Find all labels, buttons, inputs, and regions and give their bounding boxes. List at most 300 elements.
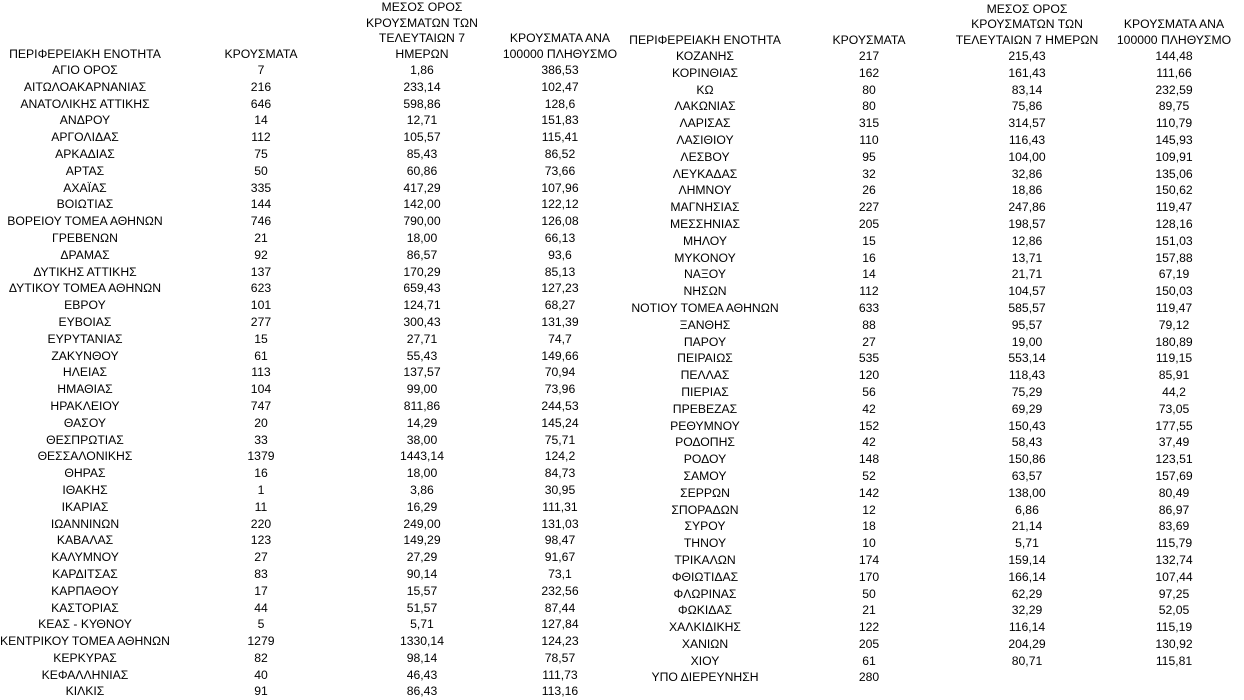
- avg-7-days-cell: 32,86: [1011, 166, 1043, 181]
- avg-7-days-cell: 18,00: [406, 230, 438, 245]
- avg-7-days-cell: [950, 669, 1104, 686]
- cases-cell: 52: [862, 468, 876, 483]
- per-100k-cell: 145,24: [541, 415, 579, 430]
- cases-cell: 170: [858, 569, 880, 584]
- region-cell: ΣΕΡΡΩΝ: [680, 485, 730, 500]
- table-row: [0, 633, 628, 650]
- region-cell: ΘΑΣΟΥ: [63, 415, 107, 430]
- per-100k-cell: 74,7: [548, 331, 572, 346]
- avg-7-days-cell: 63,57: [1011, 468, 1043, 483]
- avg-7-days-cell: 104,00: [1008, 149, 1046, 164]
- cases-cell: 113: [251, 365, 271, 380]
- cases-table-right: [622, 0, 1244, 686]
- per-100k-cell: 52,05: [1158, 603, 1190, 618]
- avg-7-days-cell: 142,00: [403, 197, 441, 212]
- header-row: [622, 0, 1244, 48]
- cases-cell: 14: [862, 267, 876, 282]
- region-cell: ΛΑΚΩΝΙΑΣ: [674, 99, 736, 114]
- cases-cell: 1: [257, 482, 265, 497]
- cases-cell: 280: [858, 670, 880, 685]
- cases-cell: 152: [858, 418, 880, 433]
- table-row: [622, 65, 1244, 82]
- table-row: [0, 398, 628, 415]
- per-100k-cell: 244,53: [541, 398, 579, 413]
- region-cell: ΡΕΘΥΜΝΟΥ: [670, 418, 740, 433]
- table-row: [622, 149, 1244, 166]
- cases-cell: 148: [858, 452, 880, 467]
- table-row: [0, 516, 628, 533]
- table-row: [622, 166, 1244, 183]
- region-cell: ΙΚΑΡΙΑΣ: [61, 499, 109, 514]
- cases-cell: 623: [250, 281, 272, 296]
- region-cell: ΚΑΡΠΑΘΟΥ: [51, 583, 119, 598]
- region-cell: ΛΕΣΒΟΥ: [680, 149, 730, 164]
- cases-cell: 18: [862, 519, 876, 534]
- table-row: [622, 636, 1244, 653]
- header-cases: ΚΡΟΥΣΜΑΤΑ: [224, 46, 298, 61]
- region-cell: ΣΥΡΟΥ: [684, 519, 726, 534]
- cases-cell: 277: [250, 314, 272, 329]
- cases-cell: 16: [254, 466, 268, 481]
- header-cases: ΚΡΟΥΣΜΑΤΑ: [832, 32, 906, 47]
- per-100k-cell: 130,92: [1155, 636, 1193, 651]
- table-row: [0, 482, 628, 499]
- cases-cell: 101: [250, 298, 272, 313]
- avg-7-days-cell: 15,57: [406, 583, 438, 598]
- region-cell: ΕΒΡΟΥ: [64, 298, 106, 313]
- per-100k-cell: 37,49: [1158, 435, 1190, 450]
- table-row: [0, 566, 628, 583]
- cases-cell: 61: [254, 348, 268, 363]
- table-row: [0, 297, 628, 314]
- avg-7-days-cell: 215,43: [1008, 49, 1046, 63]
- table-row: [622, 569, 1244, 586]
- region-cell: ΗΛΕΙΑΣ: [62, 365, 108, 380]
- region-cell: ΦΩΚΙΔΑΣ: [677, 603, 733, 618]
- avg-7-days-cell: 19,00: [1011, 334, 1043, 349]
- avg-7-days-cell: 166,14: [1008, 569, 1046, 584]
- table-body-left: [0, 62, 628, 700]
- table-row: [0, 314, 628, 331]
- cases-cell: 83: [254, 566, 268, 581]
- cases-cell: 27: [862, 334, 876, 349]
- cases-cell: 80: [862, 82, 876, 97]
- region-cell: ΔΡΑΜΑΣ: [60, 247, 110, 262]
- table-row: [0, 499, 628, 516]
- region-cell: ΕΥΡΥΤΑΝΙΑΣ: [47, 331, 123, 346]
- per-100k-cell: 180,89: [1155, 334, 1193, 349]
- table-row: [0, 448, 628, 465]
- region-cell: ΠΑΡΟΥ: [683, 334, 727, 349]
- region-cell: ΜΗΛΟΥ: [682, 233, 728, 248]
- header-cases-per-100k: ΚΡΟΥΣΜΑΤΑ ΑΝΑ 100000 ΠΛΗΘΥΣΜΟ: [502, 31, 618, 61]
- cases-cell: 205: [858, 636, 880, 651]
- table-row: [622, 434, 1244, 451]
- region-cell: ΚΕΡΚΥΡΑΣ: [53, 650, 117, 665]
- table-row: [622, 518, 1244, 535]
- avg-7-days-cell: 1443,14: [399, 449, 444, 464]
- per-100k-cell: 80,49: [1158, 485, 1190, 500]
- region-cell: ΑΡΚΑΔΙΑΣ: [55, 146, 115, 161]
- per-100k-cell: 44,2: [1162, 384, 1186, 399]
- table-row: [0, 280, 628, 297]
- region-cell: ΠΕΛΛΑΣ: [680, 368, 730, 383]
- table-body-right: [622, 48, 1244, 686]
- per-100k-cell: 30,95: [544, 482, 576, 497]
- avg-7-days-cell: 118,43: [1008, 368, 1046, 383]
- cases-cell: 15: [254, 331, 268, 346]
- region-cell: ΚΙΛΚΙΣ: [65, 684, 105, 699]
- cases-cell: 80: [862, 99, 876, 114]
- avg-7-days-cell: 159,14: [1008, 552, 1046, 567]
- cases-cell: 15: [862, 233, 876, 248]
- per-100k-cell: 119,47: [1155, 300, 1193, 315]
- per-100k-cell: 86,97: [1158, 502, 1190, 517]
- per-100k-cell: 97,25: [1158, 586, 1190, 601]
- cases-cell: 5: [257, 617, 265, 632]
- cases-cell: 137: [250, 264, 272, 279]
- avg-7-days-cell: 12,71: [406, 113, 438, 128]
- cases-cell: 33: [254, 432, 268, 447]
- header-region: ΠΕΡΙΦΕΡΕΙΑΚΗ ΕΝΟΤΗΤΑ: [9, 46, 161, 61]
- avg-7-days-cell: 69,29: [1011, 401, 1043, 416]
- per-100k-cell: 128,6: [544, 96, 576, 111]
- avg-7-days-cell: 1330,14: [399, 634, 444, 649]
- avg-7-days-cell: 38,00: [406, 432, 438, 447]
- table-row: [622, 602, 1244, 619]
- avg-7-days-cell: 161,43: [1008, 65, 1046, 80]
- cases-cell: 61: [862, 653, 876, 668]
- per-100k-cell: 86,52: [544, 146, 576, 161]
- avg-7-days-cell: 170,29: [403, 264, 441, 279]
- avg-7-days-cell: 249,00: [403, 516, 441, 531]
- per-100k-cell: 70,94: [544, 365, 576, 380]
- region-cell: ΝΗΣΩΝ: [683, 284, 727, 299]
- cases-cell: 144: [250, 197, 272, 212]
- cases-cell: 112: [251, 130, 271, 145]
- avg-7-days-cell: 99,00: [406, 382, 438, 397]
- per-100k-cell: 115,81: [1155, 653, 1193, 668]
- table-row: [0, 180, 628, 197]
- cases-cell: 42: [862, 435, 876, 450]
- region-cell: ΗΡΑΚΛΕΙΟΥ: [50, 398, 120, 413]
- cases-cell: 11: [254, 499, 268, 514]
- cases-cell: 123: [250, 533, 272, 548]
- avg-7-days-cell: 75,29: [1011, 384, 1043, 399]
- table-row: [622, 418, 1244, 435]
- avg-7-days-cell: 21,14: [1011, 519, 1043, 534]
- region-cell: ΔΥΤΙΚΗΣ ΑΤΤΙΚΗΣ: [33, 264, 137, 279]
- table-row: [0, 79, 628, 96]
- cases-cell: 7: [257, 63, 265, 77]
- avg-7-days-cell: 124,71: [403, 298, 441, 313]
- avg-7-days-cell: 46,43: [406, 667, 438, 682]
- header-avg-7-days: ΜΕΣΟΣ ΟΡΟΣ ΚΡΟΥΣΜΑΤΩΝ ΤΩΝ ΤΕΛΕΥΤΑΙΩΝ 7 ΗΜΕΡΩΝ: [955, 1, 1099, 47]
- cases-cell: 32: [862, 166, 876, 181]
- region-cell: ΒΟΙΩΤΙΑΣ: [56, 197, 114, 212]
- per-100k-cell: 157,69: [1155, 468, 1193, 483]
- table-row: [0, 230, 628, 247]
- region-cell: ΑΝΑΤΟΛΙΚΗΣ ΑΤΤΙΚΗΣ: [20, 96, 150, 111]
- per-100k-cell: 157,88: [1155, 250, 1193, 265]
- per-100k-cell: 98,47: [544, 533, 576, 548]
- region-cell: ΚΕΑΣ - ΚΥΘΝΟΥ: [38, 617, 132, 632]
- region-cell: ΜΑΓΝΗΣΙΑΣ: [670, 200, 740, 215]
- cases-cell: 12: [862, 502, 876, 517]
- region-cell: ΧΑΛΚΙΔΙΚΗΣ: [669, 620, 741, 635]
- avg-7-days-cell: 21,71: [1011, 267, 1043, 282]
- cases-cell: 110: [859, 132, 879, 147]
- table-row: [0, 364, 628, 381]
- cases-cell: 75: [254, 146, 268, 161]
- region-cell: ΝΟΤΙΟΥ ΤΟΜΕΑ ΑΘΗΝΩΝ: [631, 300, 779, 315]
- avg-7-days-cell: 86,43: [406, 684, 438, 699]
- table-row: [0, 415, 628, 432]
- per-100k-cell: 83,69: [1158, 519, 1190, 534]
- cases-cell: 315: [858, 116, 880, 131]
- per-100k-cell: 110,79: [1155, 116, 1193, 131]
- avg-7-days-cell: 233,14: [403, 79, 441, 94]
- cases-cell: 95: [862, 149, 876, 164]
- avg-7-days-cell: 149,29: [403, 533, 441, 548]
- avg-7-days-cell: 3,86: [410, 482, 434, 497]
- avg-7-days-cell: 204,29: [1008, 636, 1046, 651]
- avg-7-days-cell: 75,86: [1011, 99, 1043, 114]
- cases-cell: 535: [858, 351, 880, 366]
- per-100k-cell: 111,73: [542, 667, 578, 682]
- table-row: [622, 300, 1244, 317]
- table-row: [622, 334, 1244, 351]
- avg-7-days-cell: 150,43: [1008, 418, 1046, 433]
- table-row: [0, 650, 628, 667]
- per-100k-cell: 151,83: [541, 113, 579, 128]
- avg-7-days-cell: 104,57: [1008, 284, 1046, 299]
- cases-cell: 16: [862, 250, 876, 265]
- avg-7-days-cell: 105,57: [403, 130, 441, 145]
- header-cases-per-100k: ΚΡΟΥΣΜΑΤΑ ΑΝΑ 100000 ΠΛΗΘΥΣΜΟ: [1116, 17, 1232, 47]
- avg-7-days-cell: 27,29: [406, 550, 438, 565]
- table-row: [622, 502, 1244, 519]
- avg-7-days-cell: 198,57: [1008, 216, 1046, 231]
- cases-cell: 122: [858, 620, 880, 635]
- table-row: [0, 112, 628, 129]
- avg-7-days-cell: 90,14: [406, 566, 438, 581]
- table-row: [0, 129, 628, 146]
- per-100k-cell: 113,16: [541, 684, 579, 699]
- per-100k-cell: 67,19: [1158, 267, 1190, 282]
- table-row: [622, 653, 1244, 670]
- cases-cell: 10: [862, 536, 876, 551]
- cases-cell: 633: [858, 300, 880, 315]
- region-cell: ΡΟΔΟΥ: [683, 452, 727, 467]
- table-row: [622, 468, 1244, 485]
- per-100k-cell: 131,03: [541, 516, 579, 531]
- table-row: [622, 199, 1244, 216]
- cases-table-right-half: [622, 0, 1244, 686]
- cases-cell: 20: [254, 415, 268, 430]
- avg-7-days-cell: 60,86: [406, 163, 438, 178]
- table-row: [0, 683, 628, 700]
- avg-7-days-cell: 790,00: [403, 214, 441, 229]
- region-cell: ΡΟΔΟΠΗΣ: [675, 435, 735, 450]
- per-100k-cell: 127,23: [541, 281, 579, 296]
- region-cell: ΤΗΝΟΥ: [683, 536, 727, 551]
- avg-7-days-cell: 62,29: [1011, 586, 1043, 601]
- per-100k-cell: 85,13: [544, 264, 576, 279]
- table-row: [622, 132, 1244, 149]
- cases-cell: 42: [862, 401, 876, 416]
- region-cell: ΑΝΔΡΟΥ: [59, 113, 111, 128]
- cases-cell: 26: [862, 183, 876, 198]
- table-row: [0, 62, 628, 79]
- region-cell: ΓΡΕΒΕΝΩΝ: [52, 230, 118, 245]
- per-100k-cell: 73,66: [544, 163, 576, 178]
- per-100k-cell: 91,67: [544, 550, 576, 565]
- region-cell: ΕΥΒΟΙΑΣ: [58, 314, 112, 329]
- region-cell: ΗΜΑΘΙΑΣ: [57, 382, 113, 397]
- region-cell: ΚΕΝΤΡΙΚΟΥ ΤΟΜΕΑ ΑΘΗΝΩΝ: [0, 634, 170, 649]
- region-cell: ΜΥΚΟΝΟΥ: [674, 250, 736, 265]
- avg-7-days-cell: 32,29: [1011, 603, 1043, 618]
- per-100k-cell: 128,16: [1155, 216, 1193, 231]
- per-100k-cell: 131,39: [541, 314, 579, 329]
- cases-cell: 112: [859, 284, 879, 299]
- per-100k-cell: 232,56: [541, 583, 579, 598]
- table-row: [622, 317, 1244, 334]
- region-cell: ΝΑΞΟΥ: [683, 267, 727, 282]
- avg-7-days-cell: 5,71: [410, 617, 434, 632]
- table-row: [622, 367, 1244, 384]
- region-cell: ΛΑΡΙΣΑΣ: [679, 116, 731, 131]
- per-100k-cell: 119,15: [1155, 351, 1193, 366]
- per-100k-cell: 115,19: [1155, 620, 1193, 635]
- per-100k-cell: 124,23: [541, 634, 579, 649]
- region-cell: ΑΡΤΑΣ: [65, 163, 105, 178]
- avg-7-days-cell: 116,14: [1008, 620, 1046, 635]
- avg-7-days-cell: 83,14: [1011, 82, 1043, 97]
- table-row: [622, 216, 1244, 233]
- table-row: [622, 283, 1244, 300]
- region-cell: ΛΕΥΚΑΔΑΣ: [672, 166, 738, 181]
- avg-7-days-cell: 5,71: [1015, 536, 1039, 551]
- avg-7-days-cell: 51,57: [406, 600, 438, 615]
- region-cell: ΚΑΡΔΙΤΣΑΣ: [52, 566, 118, 581]
- cases-cell: 747: [250, 398, 272, 413]
- cases-cell: 88: [862, 317, 876, 332]
- per-100k-cell: 124,2: [544, 449, 576, 464]
- avg-7-days-cell: 18,00: [406, 466, 438, 481]
- table-row: [622, 115, 1244, 132]
- avg-7-days-cell: 95,57: [1011, 317, 1043, 332]
- per-100k-cell: 151,03: [1155, 233, 1193, 248]
- table-row: [622, 266, 1244, 283]
- table-row: [622, 98, 1244, 115]
- cases-cell: 17: [254, 583, 268, 598]
- table-row: [0, 432, 628, 449]
- cases-cell: 91: [254, 684, 268, 699]
- avg-7-days-cell: 80,71: [1011, 653, 1043, 668]
- cases-cell: 227: [858, 200, 880, 215]
- per-100k-cell: 386,53: [541, 63, 579, 77]
- region-cell: ΠΙΕΡΙΑΣ: [681, 384, 729, 399]
- per-100k-cell: 150,03: [1155, 284, 1193, 299]
- avg-7-days-cell: 27,71: [406, 331, 438, 346]
- per-100k-cell: 87,44: [544, 600, 576, 615]
- table-row: [622, 82, 1244, 99]
- per-100k-cell: 132,74: [1155, 552, 1193, 567]
- table-row: [622, 401, 1244, 418]
- table-row: [622, 48, 1244, 65]
- per-100k-cell: 85,91: [1158, 368, 1190, 383]
- per-100k-cell: 66,13: [544, 230, 576, 245]
- region-cell: ΚΑΒΑΛΑΣ: [56, 533, 114, 548]
- avg-7-days-cell: 247,86: [1008, 200, 1046, 215]
- region-cell: ΚΑΛΥΜΝΟΥ: [51, 550, 119, 565]
- region-cell: ΚΟΡΙΝΘΙΑΣ: [671, 65, 739, 80]
- table-row: [0, 331, 628, 348]
- cases-cell: 21: [254, 230, 268, 245]
- per-100k-cell: 115,79: [1155, 536, 1193, 551]
- header-region: ΠΕΡΙΦΕΡΕΙΑΚΗ ΕΝΟΤΗΤΑ: [629, 32, 781, 47]
- per-100k-cell: 119,47: [1155, 200, 1193, 215]
- table-row: [0, 264, 628, 281]
- table-row: [622, 669, 1244, 686]
- per-100k-cell: 111,31: [542, 499, 578, 514]
- avg-7-days-cell: 116,43: [1008, 132, 1046, 147]
- avg-7-days-cell: 12,86: [1011, 233, 1043, 248]
- per-100k-cell: 73,1: [548, 566, 572, 581]
- avg-7-days-cell: 6,86: [1015, 502, 1039, 517]
- per-100k-cell: 107,44: [1155, 569, 1193, 584]
- per-100k-cell: 232,59: [1155, 82, 1193, 97]
- per-100k-cell: 150,62: [1155, 183, 1193, 198]
- cases-cell: 746: [250, 214, 272, 229]
- cases-cell: 162: [858, 65, 880, 80]
- avg-7-days-cell: 13,71: [1011, 250, 1043, 265]
- per-100k-cell: 122,12: [541, 197, 579, 212]
- table-row: [622, 619, 1244, 636]
- region-cell: ΒΟΡΕΙΟΥ ΤΟΜΕΑ ΑΘΗΝΩΝ: [7, 214, 163, 229]
- region-cell: ΑΙΤΩΛΟΑΚΑΡΝΑΝΙΑΣ: [23, 79, 147, 94]
- region-cell: ΜΕΣΣΗΝΙΑΣ: [669, 216, 740, 231]
- table-row: [622, 384, 1244, 401]
- region-cell: ΠΕΙΡΑΙΩΣ: [677, 351, 733, 366]
- per-100k-cell: 145,93: [1155, 132, 1193, 147]
- region-cell: ΥΠΟ ΔΙΕΡΕΥΝΗΣΗ: [651, 670, 759, 685]
- table-row: [0, 465, 628, 482]
- region-cell: ΘΗΡΑΣ: [64, 466, 106, 481]
- region-cell: ΚΟΖΑΝΗΣ: [676, 49, 734, 63]
- table-row: [622, 451, 1244, 468]
- cases-cell: 120: [858, 368, 880, 383]
- region-cell: ΧΙΟΥ: [690, 653, 720, 668]
- region-cell: ΔΥΤΙΚΟΥ ΤΟΜΕΑ ΑΘΗΝΩΝ: [8, 281, 162, 296]
- cases-cell: 82: [254, 650, 268, 665]
- region-cell: ΞΑΝΘΗΣ: [679, 317, 731, 332]
- per-100k-cell: 115,41: [541, 130, 579, 145]
- per-100k-cell: 144,48: [1155, 49, 1193, 63]
- table-row: [0, 348, 628, 365]
- region-cell: ΠΡΕΒΕΖΑΣ: [672, 401, 738, 416]
- header-avg-7-days: ΜΕΣΟΣ ΟΡΟΣ ΚΡΟΥΣΜΑΤΩΝ ΤΩΝ ΤΕΛΕΥΤΑΙΩΝ 7 ΗΜΕΡΩΝ: [366, 0, 478, 61]
- region-cell: ΑΓΙΟ ΟΡΟΣ: [52, 63, 118, 77]
- per-100k-cell: 102,47: [541, 79, 579, 94]
- per-100k-cell: 73,05: [1158, 401, 1190, 416]
- avg-7-days-cell: 150,86: [1008, 452, 1046, 467]
- table-row: [622, 586, 1244, 603]
- table-row: [622, 350, 1244, 367]
- per-100k-cell: 78,57: [544, 650, 576, 665]
